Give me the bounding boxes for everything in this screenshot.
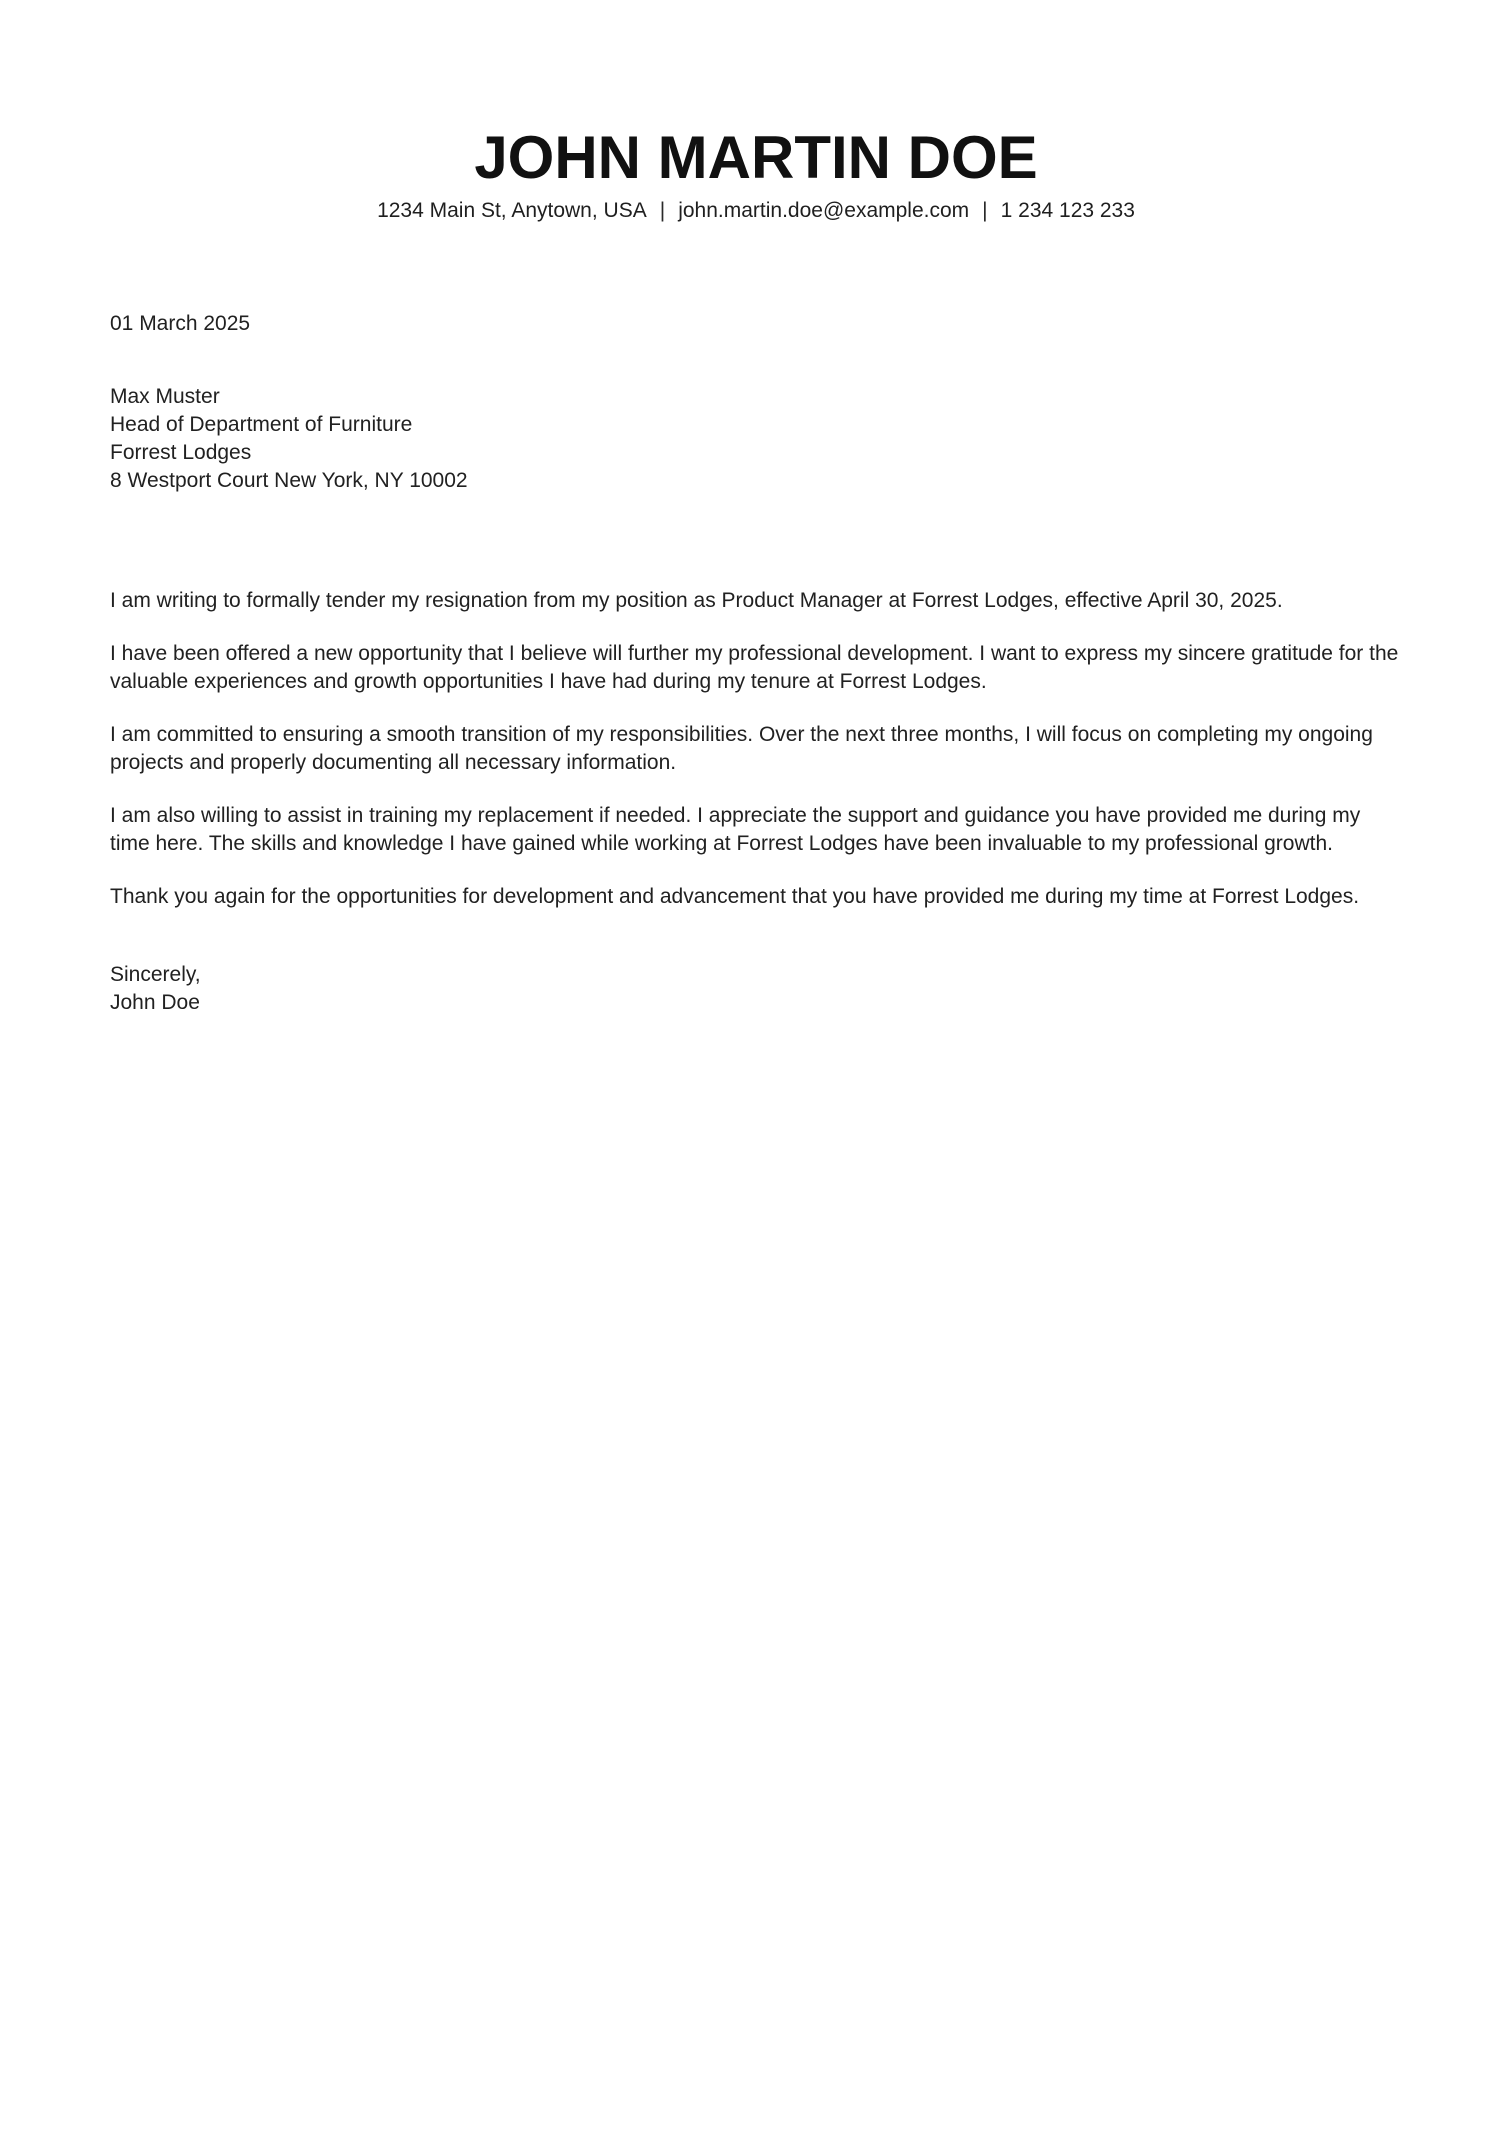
sender-name-heading: JOHN MARTIN DOE <box>474 124 1038 191</box>
contact-separator: | <box>659 199 666 222</box>
recipient-title: Head of Department of Furniture <box>110 413 413 436</box>
letter-body <box>110 587 1402 911</box>
recipient-name: Max Muster <box>110 385 220 408</box>
sender-email: john.martin.doe@example.com <box>678 199 970 222</box>
letter-paragraph: I have been offered a new opportunity that I believe will further my professional development. I want to express my sincere gratitude for the valuable experiences and growth opportunities I have had during my tenure at Forrest Lodges. <box>110 642 1399 693</box>
closing-salutation: Sincerely, <box>110 963 201 986</box>
letter-paragraph: I am also willing to assist in training my replacement if needed. I appreciate the support and guidance you have provided me during my time here. The skills and knowledge I have gained while working at Forrest Lodges have been invaluable to my professional growth. <box>110 804 1361 855</box>
letter-paragraph: I am committed to ensuring a smooth transition of my responsibilities. Over the next three months, I will focus on completing my ongoing projects and properly documenting all necessary information. <box>110 723 1373 774</box>
letter-paragraph: I am writing to formally tender my resignation from my position as Product Manager at Forrest Lodges, effective April 30, 2025. <box>110 589 1283 612</box>
contact-line <box>0 197 1512 225</box>
recipient-address: 8 Westport Court New York, NY 10002 <box>110 469 468 492</box>
letter-date: 01 March 2025 <box>110 312 251 335</box>
recipient-company: Forrest Lodges <box>110 441 252 464</box>
recipient-block <box>110 383 1402 495</box>
sender-phone: 1 234 123 233 <box>1000 199 1135 222</box>
closing-block <box>110 961 1402 1017</box>
sender-address: 1234 Main St, Anytown, USA <box>377 199 647 222</box>
letter-content <box>0 310 1512 1017</box>
letter-paragraph: Thank you again for the opportunities for development and advancement that you have provided me during my time at Forrest Lodges. <box>110 885 1360 908</box>
letter-header <box>0 0 1512 225</box>
closing-signature: John Doe <box>110 991 200 1014</box>
contact-separator: | <box>982 199 988 222</box>
